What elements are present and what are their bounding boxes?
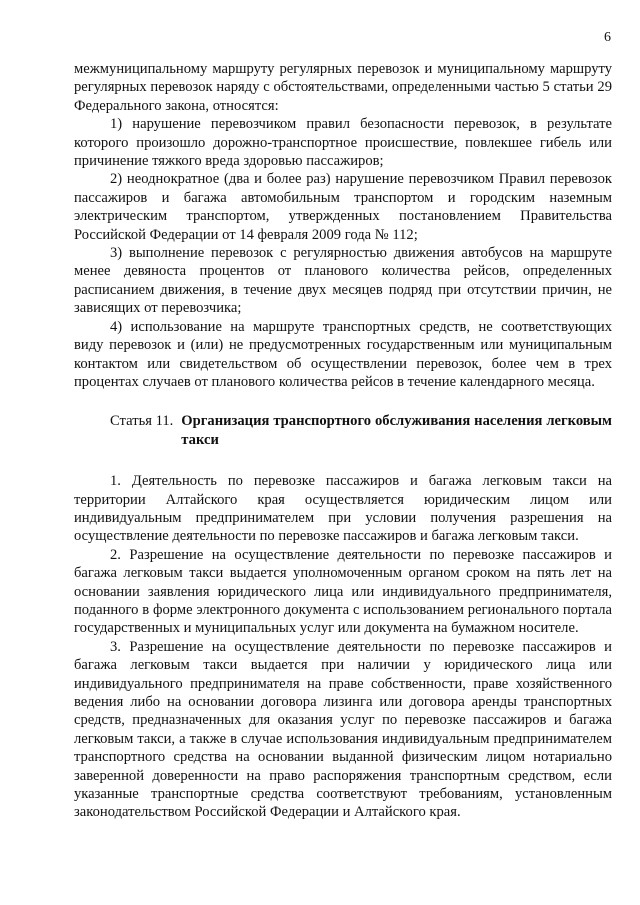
document-body	[74, 60, 612, 822]
paragraph-continuation: межмуниципальному маршруту регулярных перевозок и муниципальному маршруту регулярных перевозок наряду с обстоятельствами, определенными частью 5 статьи 29 Федерального закона, относятся:	[74, 61, 612, 114]
article-paragraph-2: 2. Разрешение на осуществление деятельности по перевозке пассажиров и багажа легковым такси выдается уполномоченным органом сроком на пять лет на основании заявления юридического лица или индивидуального предпринимателя, поданного в форме электронного документа с использованием регионального портала государственных и муниципальных услуг или документа на бумажном носителе.	[74, 546, 612, 637]
page-number: 6	[604, 30, 611, 45]
article-heading	[74, 412, 612, 449]
article-paragraph-1: 1. Деятельность по перевозке пассажиров и багажа легковым такси на территории Алтайского края осуществляется юридическим лицом или индивидуальным предпринимателем при условии получения разрешения на осуществление деятельности по перевозке пассажиров и багажа легковым такси.	[74, 473, 612, 545]
article-paragraph-3: 3. Разрешение на осуществление деятельности по перевозке пассажиров и багажа легковым такси выдается при наличии у юридического лица или индивидуального предпринимателя на праве собственности, праве хозяйственного ведения либо на основании договора лизинга или договора аренды транспортных средств, предназначенных для оказания услуг по перевозке пассажиров и багажа легковым такси, а также в случае использования индивидуальным предпринимателем транспортного средства на основании выданной физическим лицом нотариально заверенной доверенности на право распоряжения транспортным средством, если указанные транспортные средства соответствуют требованиям, установленным законодательством Российской Федерации и Алтайского края.	[74, 638, 612, 821]
paragraph-item-4: 4) использование на маршруте транспортных средств, не соответствующих виду перевозок и (или) не предусмотренных государственным или муниципальным контактом или свидетельством об осуществлении перевозок, более чем в трех процентах случаев от планового количества рейсов в течение календарного месяца.	[74, 318, 612, 390]
article-label: Статья 11.	[110, 413, 174, 430]
paragraph-item-3: 3) выполнение перевозок с регулярностью движения автобусов на маршруте менее девяноста процентов от планового количества рейсов, определенных расписанием движения, в течение двух месяцев подряд при отсутствии причин, не зависящих от перевозчика;	[74, 245, 612, 317]
paragraph-item-2: 2) неоднократное (два и более раз) нарушение перевозчиком Правил перевозок пассажиров и багажа автомобильным транспортом и городским наземным электрическим транспортом, утвержденных постановлением Правительства Российской Федерации от 14 февраля 2009 года № 112;	[74, 171, 612, 243]
paragraph-item-1: 1) нарушение перевозчиком правил безопасности перевозок, в результате которого произошло дорожно-транспортное происшествие, повлекшее гибель или причинение тяжкого вреда здоровью пассажиров;	[74, 116, 612, 170]
article-title: Организация транспортного обслуживания населения легковым такси	[181, 413, 612, 448]
